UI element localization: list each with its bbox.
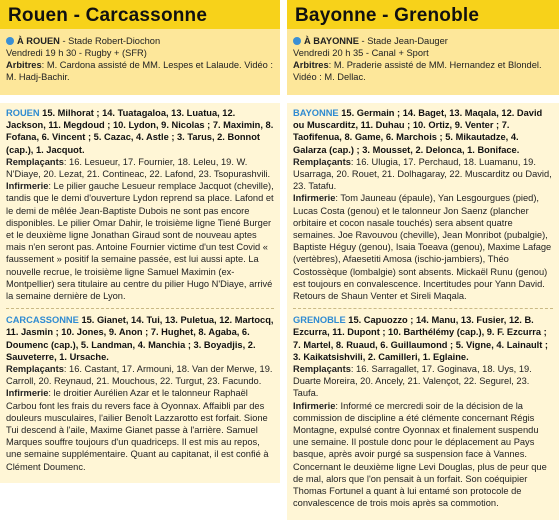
injury-text: : Tom Jauneau (épaule), Yan Lesgourgues (pied), Lucas Costa (genou) et le talonneur Jon Saenz (plancher orbitaire et cocon nasale touchés) sera absent quatre semaines. Joe Ravouvou (cheville), Jean Monribot (pubalgie), Baptiste Héguy (genou), Isaia Toeava (genou), Maxime Lafage (vertèbres), Afaesetiti Amosa (ischio-jambiers), Théo Costossèque (lombalgie) sont absents. Mickaël Runu (genou) est toujours en convalescence. Incertitudes pour Yann David. Retours de Shaun Venter et Sireli Maqala. — [293, 193, 552, 302]
team-away — [293, 314, 553, 509]
starting-lineup: 15. Gianet, 14. Tui, 13. Puletua, 12. Martocq, 11. Jasmin ; 10. Jones, 9. Anon ; 7. Hughet, 8. Agaba, 6. Doumenc (cap.), 5. Landman, 4. Manchia ; 3. Boyadjis, 2. Sauveterre, 1. Ursache. — [6, 315, 274, 362]
venue-city: À BAYONNE — [304, 36, 359, 46]
subs-text: : 16. Ulugia, 17. Perchaud, 18. Luamanu, 19. Usarraga, 20. Rouet, 21. Dolhagaray, 22. Muscarditz ou David, 23. Tatafu. — [293, 156, 552, 192]
match-info — [0, 29, 280, 95]
team-name: GRENOBLE — [293, 315, 346, 326]
team-sheets — [0, 103, 280, 483]
team-name: BAYONNE — [293, 108, 339, 118]
match-info — [287, 29, 559, 95]
injury-text: : le droitier Aurélien Azar et le talonneur Raphaël Carbou font les frais du revers face à Oyonnax. Affaibli par des douleurs musculaires, l'ailier Benoît Lazzarotto est forfait. Sione Tui descend à l'aile, Maxime Gianet passe à l'arrière. Samuel Marques souffre toujours d'un quadriceps. Il est mis au repos, une semaine supplémentaire. Quant au capitanat, il est confié à Clément Doumenc. — [6, 388, 269, 472]
subs-text: : 16. Lesueur, 17. Fournier, 18. Leleu, 19. W. N'Diaye, 20. Lezat, 21. Contineac, 22. Lafond, 23. Tsopurashvili. — [6, 156, 271, 180]
team-sheets — [287, 103, 559, 520]
starting-lineup: 15. Capuozzo ; 14. Manu, 13. Fusier, 12. B. Ezcurra, 11. Dupont ; 10. Barthélémy (cap.), 9. F. Ezcurra ; 7. Martel, 8. Ruaud, 6. Guillaumond ; 5. Vigne, 4. Lainault ; 3. Kaikatsishvili, 2. Camilleri, 1. Eglaine. — [293, 315, 549, 362]
bullet-icon — [6, 37, 14, 45]
kickoff: Vendredi 19 h 30 - Rugby + (SFR) — [6, 48, 147, 58]
injury-label: Infirmerie — [293, 193, 336, 204]
referees-text: : M. Cardona assisté de MM. Lespes et Lalaude. Vidéo : M. Hadj-Bachir. — [6, 60, 274, 82]
injury-text: : Le pilier gauche Lesueur remplace Jacquot (cheville), tandis que le demi d'ouverture Lydon reprend sa place. Lafond et le demi de mêlée Jean-Baptiste Dubois ne sont pas encore disponibles. Le pilier Omar Dahir, le troisième ligne Tiené Burger et le deuxième ligne Jonathan Giraud sont de nouveau aptes mais n'en seront pas. Antoine Fournier victime d'un test Covid « faussement » positif la semaine passée, est lui aussi apte. La nouvelle recrue, le troisième ligne Samuel Maximin (ex-Montpellier) sera titulaire au centre du pilier Hugo N'Diaye, arrivé la semaine dernière de Lyon. — [6, 181, 274, 302]
team-name: CARCASSONNE — [6, 315, 79, 326]
referees-label: Arbitres — [293, 60, 329, 70]
subs-label: Remplaçants — [6, 156, 64, 167]
match-title: Bayonne - Grenoble — [287, 0, 559, 29]
column-gutter — [280, 0, 287, 411]
referees-text: : M. Praderie assisté de MM. Hernandez et Blondel. Vidéo : M. Dellac. — [293, 60, 542, 82]
subs-label: Remplaçants — [6, 364, 64, 375]
divider — [293, 308, 553, 309]
subs-label: Remplaçants — [293, 364, 351, 375]
injury-text: : Informé ce mercredi soir de la décision de la commission de discipline a été clémente concernant Régis Montagne, expulsé contre Oyonnax et finalement suspendu une semaine. Il postule donc pour le déplacement au Pays basque, après avoir purgé sa suspension face à Vannes. Concernant le deuxième ligne Levi Douglas, plus de peur que de mal, alors que l'on pensait à un forfait. Son coéquipier Thomas Fortunel a quant à lui entamé son protocole de convalescence de trois mois après sa commotion. — [293, 400, 547, 509]
subs-text: : 16. Sarragallet, 17. Goginava, 18. Uys, 19. Duarte Moreira, 20. Ancely, 21. Valençot, 22. Segurel, 23. Taufa. — [293, 364, 532, 399]
subs-text: : 16. Castant, 17. Armouni, 18. Van der Merwe, 19. Carroll, 20. Reynaud, 21. Mouchous, 22. Turgut, 23. Facundo. — [6, 364, 273, 387]
team-name: ROUEN — [6, 108, 40, 118]
team-home — [293, 107, 553, 302]
starting-lineup: 15. Germain ; 14. Baget, 13. Maqala, 12. David ou Muscarditz, 11. Duhau ; 10. Ortiz, 9. Venter ; 7. Taofifenua, 8. Game, 6. Marchois ; 5. Mikautadze, 4. Galarza (cap.) ; 3. Mousset, 2. Delonca, 1. Boniface. — [293, 108, 543, 155]
venue-stadium: - Stade Jean-Dauger — [361, 36, 448, 46]
team-home — [6, 107, 274, 302]
venue-stadium: - Stade Robert-Diochon — [62, 36, 161, 46]
match-column-rouen-carcassonne — [0, 0, 280, 472]
injury-label: Infirmerie — [293, 400, 336, 411]
injury-label: Infirmerie — [6, 388, 49, 399]
venue-city: À ROUEN — [17, 36, 60, 46]
subs-label: Remplaçants — [293, 156, 351, 167]
kickoff: Vendredi 20 h 35 - Canal + Sport — [293, 48, 429, 58]
referees-label: Arbitres — [6, 60, 42, 70]
team-away — [6, 314, 274, 473]
match-column-bayonne-grenoble — [287, 0, 559, 509]
bullet-icon — [293, 37, 301, 45]
starting-lineup: 15. Milhorat ; 14. Tuatagaloa, 13. Luatua, 12. Jackson, 11. Megdoud ; 10. Lydon, 9. Nicolas ; 7. Maximin, 8. Fofana, 6. Vincent ; 5. Cazac, 4. Astle ; 3. Tarus, 2. Bonnot (cap.), 1. Jacquot. — [6, 108, 274, 155]
divider — [6, 308, 274, 309]
injury-label: Infirmerie — [6, 181, 49, 192]
match-title: Rouen - Carcassonne — [0, 0, 280, 29]
